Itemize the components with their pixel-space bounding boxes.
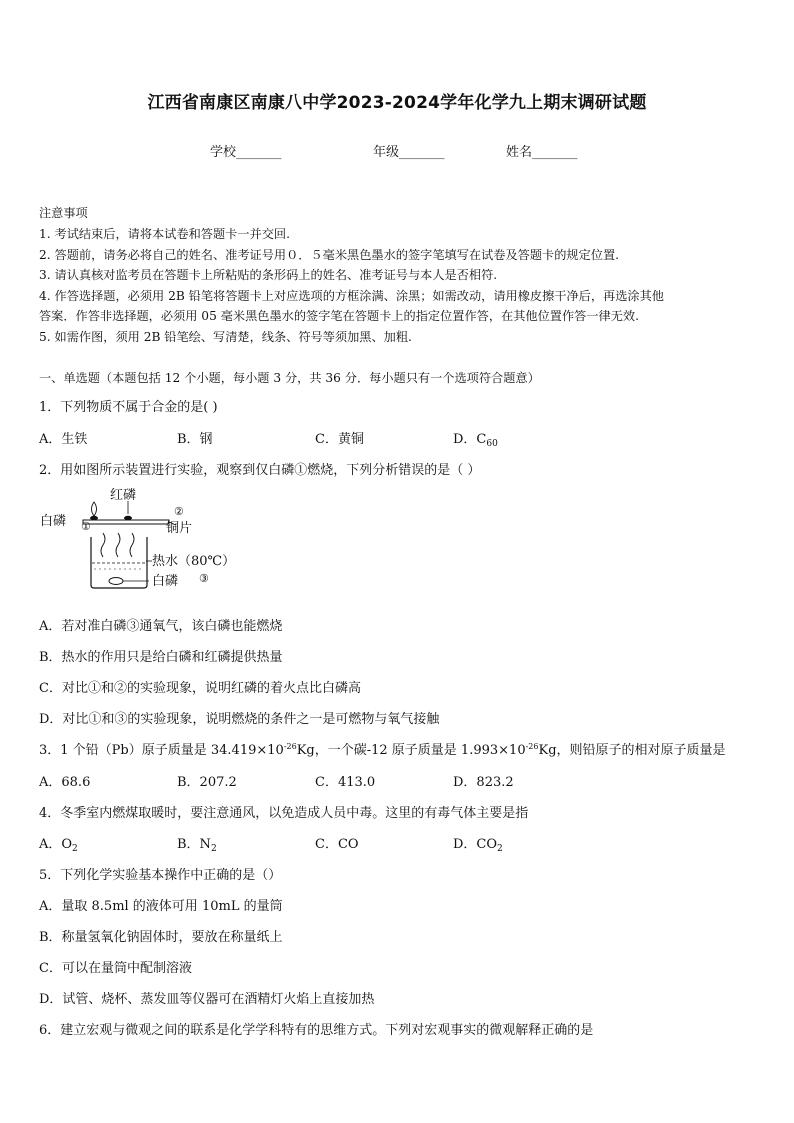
question-6-stem: 6．建立宏观与微观之间的联系是化学学科特有的思维方式。下列对宏观事实的微观解释正确的是 bbox=[39, 1023, 594, 1038]
notice-item: 4. 作答选择题，必须用 2B 铅笔将答题卡上对应选项的方框涂满、涂黑；如需改动，请用橡皮擦干净后，再选涂其他 bbox=[39, 289, 664, 303]
q5-option-a: A．量取 8.5ml 的液体可用 10mL 的量筒 bbox=[39, 899, 283, 914]
question-1-stem: 1．下列物质不属于合金的是( ) bbox=[39, 400, 218, 415]
notice-item: 1. 考试结束后，请将本试卷和答题卡一并交回. bbox=[39, 227, 290, 241]
page-title: 江西省南康区南康八中学2023-2024学年化学九上期末调研试题 bbox=[147, 93, 647, 113]
label-circle-1: ① bbox=[81, 520, 91, 533]
q3-option-d: D．823.2 bbox=[453, 775, 514, 790]
notice-item: 答案．作答非选择题，必须用 05 毫米黑色墨水的签字笔在答题卡上的指定位置作答，在其他位置作答一律无效. bbox=[39, 309, 639, 323]
school-field: 学校_______ bbox=[210, 145, 282, 160]
grade-field: 年级_______ bbox=[373, 145, 445, 160]
q4-option-a: A．$O_2$ bbox=[39, 837, 78, 854]
question-4-stem: 4．冬季室内燃煤取暖时，要注意通风，以免造成人员中毒。这里的有毒气体主要是指 bbox=[39, 806, 529, 821]
notice-item: 5. 如需作图，须用 2B 铅笔绘、写清楚，线条、符号等须加黑、加粗. bbox=[39, 330, 412, 344]
q3-option-a: A．68.6 bbox=[39, 775, 91, 790]
label-hot-water: 热水（80℃） bbox=[152, 554, 236, 569]
question-3-stem: 3．1 个铅（Pb）原子质量是 $34.419\times 10^{-26}Kg$，一个碳-12 原子质量是 $1.993\times 10^{-26}Kg$，则铅原子的相对原子质量是 bbox=[39, 742, 726, 758]
q4-option-c: C．CO bbox=[315, 837, 359, 852]
q5-option-c: C．可以在量筒中配制溶液 bbox=[39, 961, 192, 976]
q2-option-b: B．热水的作用只是给白磷和红磷提供热量 bbox=[39, 650, 283, 665]
notice-item: 2. 答题前，请务必将自己的姓名、准考证号用０．５毫米黑色墨水的签字笔填写在试卷及答题卡的规定位置. bbox=[39, 248, 620, 262]
notice-item: 3. 请认真核对监考员在答题卡上所粘贴的条形码上的姓名、准考证号与本人是否相符. bbox=[39, 268, 498, 282]
name-field: 姓名_______ bbox=[506, 145, 578, 160]
q5-option-b: B．称量氢氧化钠固体时，要放在称量纸上 bbox=[39, 930, 283, 945]
section-heading: 一、单选题（本题包括 12 个小题，每小题 3 分，共 36 分．每小题只有一个选项符合题意） bbox=[39, 371, 540, 385]
notice-heading: 注意事项 bbox=[39, 206, 88, 220]
q3-option-c: C．413.0 bbox=[315, 775, 376, 790]
label-copper-plate: 铜片 bbox=[166, 521, 193, 536]
question-2-stem: 2．用如图所示装置进行实验，观察到仅白磷①燃烧，下列分析错误的是（ ） bbox=[39, 463, 481, 478]
label-white-phosphorus-1: 白磷 bbox=[40, 514, 67, 529]
question-5-stem: 5．下列化学实验基本操作中正确的是（） bbox=[39, 868, 282, 883]
q1-option-b: B．钢 bbox=[177, 432, 213, 447]
q4-option-b: B．$N_2$ bbox=[177, 837, 217, 854]
label-red-phosphorus: 红磷 bbox=[110, 488, 137, 503]
label-circle-3: ③ bbox=[199, 572, 209, 585]
q2-option-a: A．若对准白磷③通氧气，该白磷也能燃烧 bbox=[39, 619, 283, 634]
label-circle-2: ② bbox=[174, 505, 184, 518]
q4-option-d: D．$CO_2$ bbox=[453, 837, 503, 854]
q2-option-d: D．对比①和③的实验现象，说明燃烧的条件之一是可燃物与氧气接触 bbox=[39, 712, 440, 727]
q3-option-b: B．207.2 bbox=[177, 775, 237, 790]
q1-option-a: A．生铁 bbox=[39, 432, 88, 447]
combustion-apparatus-diagram bbox=[36, 485, 236, 593]
label-white-phosphorus-3: 白磷 bbox=[152, 574, 179, 589]
q2-option-c: C．对比①和②的实验现象，说明红磷的着火点比白磷高 bbox=[39, 681, 361, 696]
q1-option-d: D．$C_{60}$ bbox=[453, 432, 498, 449]
q1-option-c: C．黄铜 bbox=[315, 432, 364, 447]
q5-option-d: D．试管、烧杯、蒸发皿等仪器可在酒精灯火焰上直接加热 bbox=[39, 992, 375, 1007]
